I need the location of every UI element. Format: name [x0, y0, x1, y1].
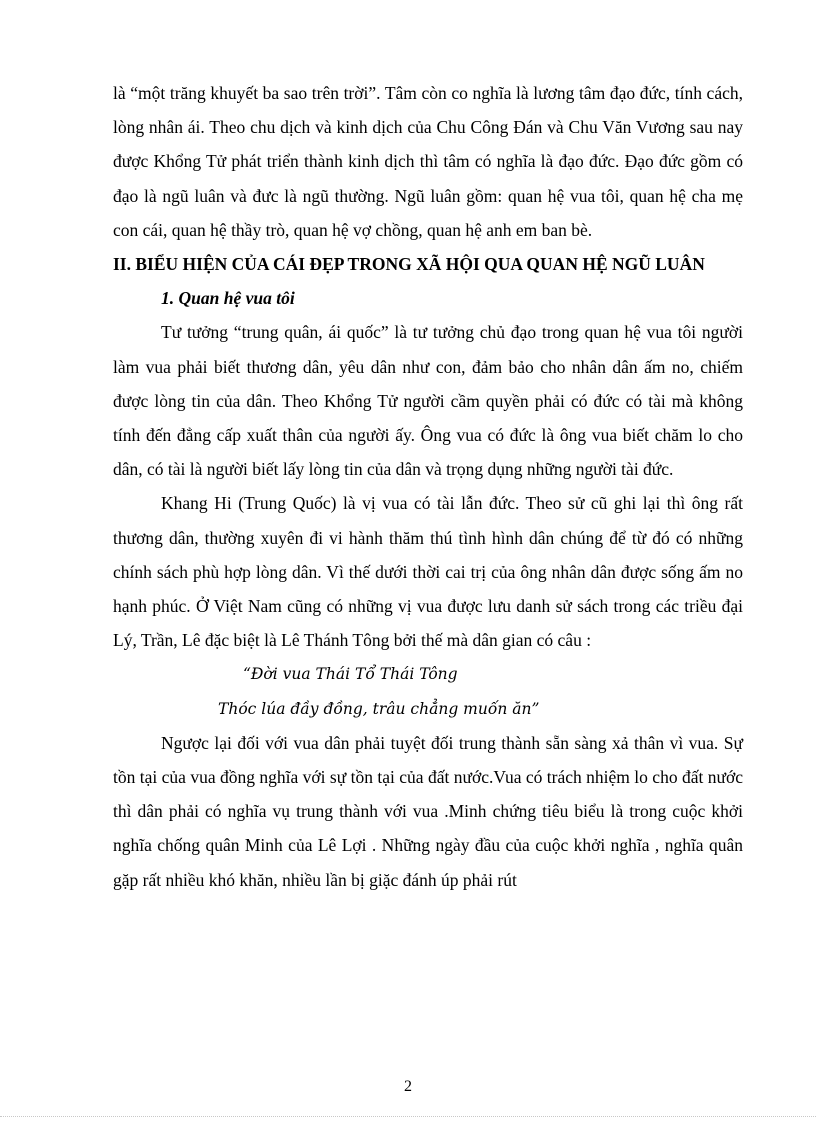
page-number: 2	[404, 1078, 412, 1095]
section-heading: II. BIỂU HIỆN CỦA CÁI ĐẸP TRONG XÃ HỘI QUA QUAN HỆ NGŨ LUÂN	[113, 254, 705, 275]
poem-line-1: “Đời vua Thái Tổ Thái Tông	[243, 665, 458, 684]
document-body	[113, 76, 743, 897]
page-bottom-divider	[0, 1116, 816, 1117]
intro-paragraph: là “một trăng khuyết ba sao trên trời”. Tâm còn co nghĩa là lương tâm đạo đức, tính cách, lòng nhân ái. Theo chu dịch và kinh dịch của Chu Công Đán và Chu Văn Vương sau nay được Khổng Tử phát triển thành kinh dịch thì tâm có nghĩa là đạo đức. Đạo đức gồm có đạo là ngũ luân và đưc là ngũ thường. Ngũ luân gồm: quan hệ vua tôi, quan hệ cha mẹ con cái, quan hệ thầy trò, quan hệ vợ chồng, quan hệ anh em ban bè.	[113, 83, 743, 240]
body-paragraph-2: Khang Hi (Trung Quốc) là vị vua có tài lẫn đức. Theo sử cũ ghi lại thì ông rất thương dân, thường xuyên đi vi hành thăm thú tình hình dân chúng để từ đó có những chính sách phù hợp lòng dân. Vì thế dưới thời cai trị của ông nhân dân được sống ấm no hạnh phúc. Ở Việt Nam cũng có những vị vua được lưu danh sử sách trong các triều đại Lý, Trần, Lê đặc biệt là Lê Thánh Tông bởi thế mà dân gian có câu :	[113, 493, 743, 651]
poem-line-2: Thóc lúa đầy đồng, trâu chẳng muốn ăn”	[218, 699, 540, 718]
body-paragraph-1: Tư tưởng “trung quân, ái quốc” là tư tưởng chủ đạo trong quan hệ vua tôi người làm vua phải biết thương dân, yêu dân như con, đảm bảo cho nhân dân ấm no, chiếm được lòng tin của dân. Theo Khổng Tử người cầm quyền phải có đức có tài mà không tính đến đẳng cấp xuất thân của người ấy. Ông vua có đức là ông vua biết chăm lo cho dân, có tài là người biết lấy lòng tin của dân và trọng dụng những người tài đức.	[113, 322, 743, 480]
subsection-heading: 1. Quan hệ vua tôi	[161, 288, 295, 309]
closing-paragraph: Ngược lại đối với vua dân phải tuyệt đối trung thành sẵn sàng xả thân vì vua. Sự tồn tại của vua đồng nghĩa với sự tồn tại của đất nước.Vua có trách nhiệm lo cho đất nước thì dân phải có nghĩa vụ trung thành với vua .Minh chứng tiêu biểu là trong cuộc khởi nghĩa chống quân Minh của Lê Lợi . Những ngày đầu của cuộc khởi nghĩa , nghĩa quân gặp rất nhiều khó khăn, nhiều lần bị giặc đánh úp phải rút	[113, 732, 743, 890]
